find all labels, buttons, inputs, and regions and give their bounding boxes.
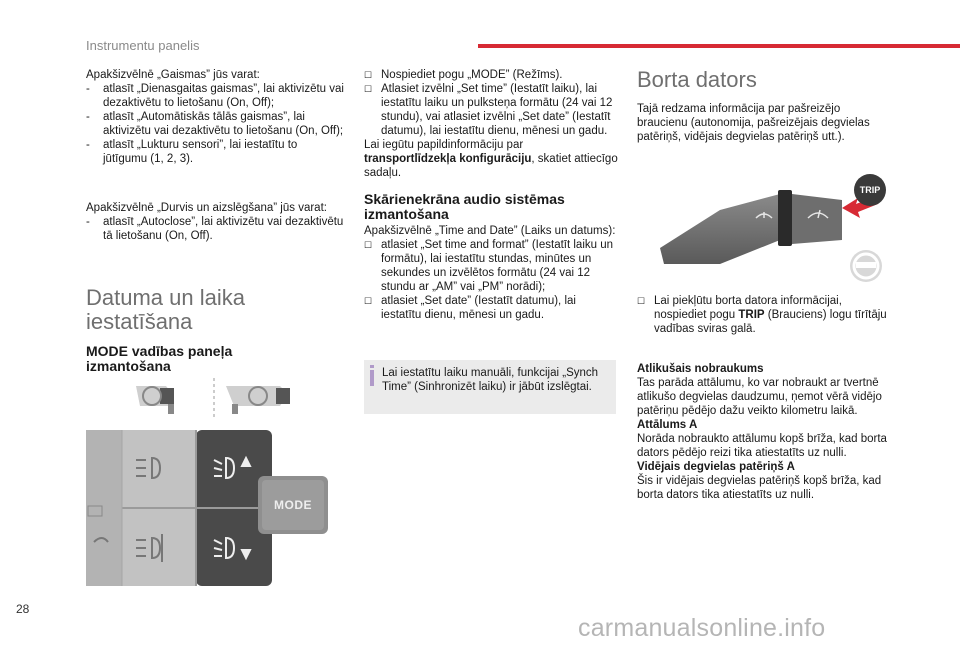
- list-item: ☐ Nospiediet pogu „MODE” (Režīms).: [364, 69, 563, 81]
- avg-consumption-heading: Vidējais degvielas patēriņš A: [637, 461, 795, 473]
- section-title-trip-computer: Borta dators: [637, 67, 757, 92]
- watermark: carmanualsonline.info: [578, 614, 826, 642]
- trip-intro: Tajā redzama informācija par pašreizējo braucienu (autonomija, pašreizējais degvielas patēriņš, vidējais degvielas patēriņš utt.).: [637, 103, 870, 143]
- header-accent-bar: [478, 44, 960, 48]
- distance-text: Norāda nobraukto attālumu kopš brīža, kad borta dators pēdējo reizi tika atiestatīts uz nulli.: [637, 433, 887, 459]
- check-box-icon: ☐: [637, 296, 646, 306]
- check-box-icon: ☐: [364, 240, 373, 250]
- steering-wheel-figure: [130, 378, 310, 418]
- info-icon: [370, 365, 374, 368]
- left-column: [86, 68, 344, 243]
- check-box-icon: ☐: [364, 84, 373, 94]
- trip-instruction: [637, 294, 887, 336]
- page-number: 28: [16, 602, 30, 616]
- touchscreen-intro: Apakšizvēlnē „Time and Date” (Laiks un datums):: [364, 225, 616, 237]
- range-heading: Atlikušais nobraukums: [637, 363, 764, 375]
- mode-panel-figure: [86, 430, 330, 586]
- list-item: - atlasīt „Dienasgaitas gaismas”, lai aktivizētu vai dezaktivētu to lietošanu (On, Off);: [86, 83, 344, 109]
- list-item: - atlasīt „Automātiskās tālās gaismas”, lai aktivizētu vai dezaktivētu to lietošanu (On, Off);: [86, 111, 344, 137]
- list-item: ☐ atlasiet „Set date” (Iestatīt datumu), lai iestatītu dienu, mēnesi un gadu.: [364, 295, 576, 321]
- running-header: Instrumentu panelis: [86, 38, 200, 53]
- mode-button: MODE: [274, 498, 312, 512]
- list-item: ☐ atlasiet „Set time and format” (Iestatīt laiku un formātu), lai iestatītu stundas, minūtes un sekundes un izvēlētos formātu (24 vai 12 stundu ar „AM” vai „PM” norādi);: [364, 239, 614, 293]
- middle-column: [364, 68, 618, 322]
- wiper-stalk-figure: [660, 168, 900, 288]
- more-info-paragraph: Lai iegūtu papildinformāciju par transportlīdzekļa konfigurāciju, skatiet attiecīgo sadaļu.: [364, 139, 618, 179]
- steering-wheel-right-icon: [226, 386, 290, 414]
- list-item: ☐ Atlasiet izvēlni „Set time” (Iestatīt laiku), lai iestatītu laiku un pulksteņa formātu (24 vai 12 stundu), vai atlasiet izvēlni „Set date” (Iestatīt datumu), lai iestatītu dienu, mēnesi un gadu.: [364, 83, 613, 137]
- check-box-icon: ☐: [364, 296, 373, 306]
- steering-wheel-icon: [850, 250, 882, 282]
- check-box-icon: ☐: [364, 70, 373, 80]
- info-note: [364, 360, 616, 414]
- list-item: ☐ Lai piekļūtu borta datora informācijai, nospiediet pogu TRIP (Brauciens) logu tīrītāju vadības sviras galā.: [637, 295, 887, 335]
- subsection-title-mode: MODE vadības paneļa izmantošana: [86, 343, 233, 374]
- info-note-text: Lai iestatītu laiku manuāli, funkcijai „Synch Time” (Sinhronizēt laiku) ir jābūt izslēgtai.: [382, 367, 599, 393]
- trip-button-label: TRIP: [854, 174, 886, 206]
- section-title-datetime: Datuma un laika iestatīšana: [86, 285, 245, 334]
- list-item: - atlasīt „Lukturu sensori”, lai iestatītu to jūtīgumu (1, 2, 3).: [86, 139, 298, 165]
- avg-consumption-text: Šis ir vidējais degvielas patēriņš kopš brīža, kad borta dators tika atiestatīts uz nulli.: [637, 475, 882, 501]
- subsection-title-touchscreen: Skārienekrāna audio sistēmas izmantošana: [364, 191, 565, 222]
- lights-intro: Apakšizvēlnē „Gaismas” jūs varat:: [86, 69, 260, 81]
- range-text: Tas parāda attālumu, ko var nobraukt ar tvertnē atlikušo degvielas daudzumu, ņemot vērā vidējo patēriņu pēdējo dažu veikto kilometru laikā.: [637, 377, 882, 417]
- doors-intro: Apakšizvēlnē „Durvis un aizslēgšana” jūs varat:: [86, 202, 327, 214]
- list-item: - atlasīt „Autoclose”, lai aktivizētu vai dezaktivētu tā lietošanu (On, Off).: [86, 216, 344, 242]
- steering-wheel-left-icon: [136, 386, 174, 414]
- trip-definitions: [637, 362, 899, 502]
- distance-heading: Attālums A: [637, 419, 698, 431]
